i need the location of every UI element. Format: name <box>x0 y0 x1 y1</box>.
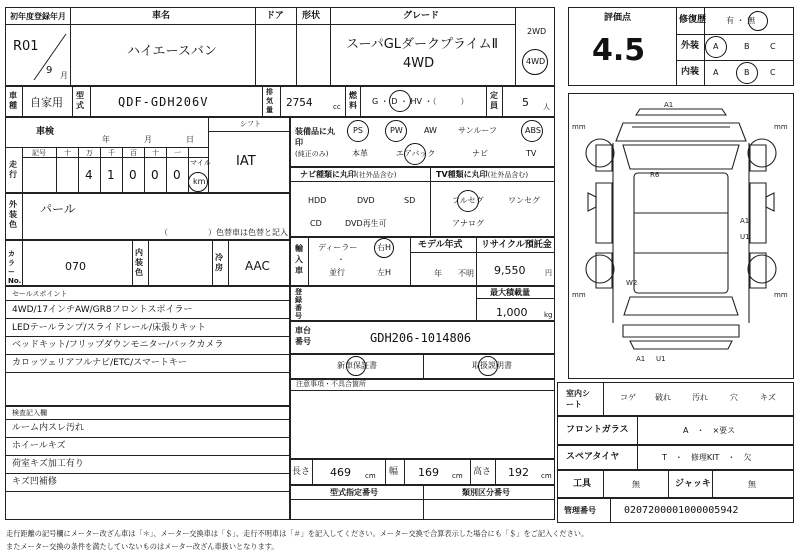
mileage-unit-1: 万 <box>86 149 93 157</box>
interior-b: B <box>744 68 750 77</box>
equip-ps-circle <box>347 120 369 142</box>
height-cm: cm <box>541 472 552 480</box>
notes-label: 注意事項・不具合箇所 <box>296 380 366 388</box>
reg-month: 9 <box>46 65 53 76</box>
inspection-day: 日 <box>186 135 194 144</box>
tv-fullseg-circle <box>457 190 479 212</box>
tv-analog: アナログ <box>452 219 484 228</box>
recycle-value: 9,550 <box>494 264 526 277</box>
interior-sheet-item: 汚れ <box>692 393 708 402</box>
tv-label: TV種類に丸印(社外品含む) <box>436 170 529 179</box>
warranty-label: 新車保証書 <box>337 361 377 370</box>
inspection-year: 年 <box>102 135 110 144</box>
import-label: 輸入車 <box>295 244 303 275</box>
fuel-options: G ・ D ・ HV ・（ ） <box>372 97 469 106</box>
diagram-label: W2 <box>626 279 638 287</box>
management-label: 管理番号 <box>564 506 596 515</box>
equip-abs: ABS <box>525 126 541 135</box>
load-kg: kg <box>544 311 553 319</box>
model-value: QDF-GDH206V <box>118 95 209 109</box>
height-label: 高さ <box>473 467 492 477</box>
equip-aw: AW <box>424 126 437 135</box>
exterior-c: C <box>770 42 776 51</box>
inspection-label: 車検 <box>36 127 55 137</box>
equip-tv: TV <box>526 149 537 158</box>
score-value: 4.5 <box>592 33 646 68</box>
color-no-label: カラーNo. <box>8 250 22 285</box>
grade-line2: 4WD <box>403 56 435 71</box>
equip-airbag-circle <box>404 143 426 165</box>
capacity-label: 定員 <box>490 91 498 110</box>
sales-point-line: ベッドキット/フリップダウンモニター/バックカメラ <box>12 340 224 350</box>
navi-dvd-play: DVD再生可 <box>345 219 387 228</box>
mileage-digit-4: 0 <box>173 168 181 182</box>
registration-label: 登録番号 <box>295 288 302 320</box>
shift-value: IAT <box>236 154 256 169</box>
interior-color-label: 内装色 <box>135 248 143 277</box>
manual-circle <box>478 356 498 376</box>
shift-label: シフト <box>240 120 261 128</box>
diagram-label: A1 <box>664 101 674 109</box>
model-year-year: 年 <box>434 269 442 278</box>
navi-hdd: HDD <box>308 196 327 205</box>
check-line: 荷室キズ加工有り <box>12 459 84 469</box>
car-name-label: 車名 <box>152 11 171 21</box>
vehicle-type-label: 車種 <box>9 91 17 110</box>
navi-dvd: DVD <box>357 196 375 205</box>
check-line: ルーム内スレ汚れ <box>12 423 85 433</box>
model-label: 型式 <box>76 91 84 110</box>
diagram-mm: mm <box>774 291 788 299</box>
chassis-label: 車台番号 <box>295 326 311 346</box>
equip-abs-circle <box>521 120 543 142</box>
diagram-mm: mm <box>774 123 788 131</box>
spare-tire-value: T ・ 修理KIT ・ 欠 <box>662 453 752 462</box>
check-line: ホイールキズ <box>12 441 66 451</box>
mileage-unit-5: 一 <box>174 149 181 157</box>
manual-label: 取扱説明書 <box>472 361 512 370</box>
exterior-a-circle <box>705 36 727 58</box>
fuel-label: 燃料 <box>349 91 357 110</box>
navi-cd: CD <box>310 219 322 228</box>
jack-value: 無 <box>748 480 756 489</box>
navi-label: ナビ種類に丸印(社外品含む) <box>300 170 397 179</box>
equipment-label: 装備品に丸印 <box>295 127 335 147</box>
drive-4wd: 4WD <box>526 57 546 66</box>
spare-tire-label: スペアタイヤ <box>566 452 620 462</box>
footer-note: またメーター交換の条件を満たしていないものはメーター改ざん車扱いとなります。 <box>6 542 279 551</box>
km-label: km <box>193 177 206 186</box>
inspection-month: 月 <box>144 135 152 144</box>
check-line: キズ凹補修 <box>12 477 57 487</box>
length-value: 469 <box>330 466 351 479</box>
width-cm: cm <box>452 472 463 480</box>
reg-year: R01 <box>13 39 39 54</box>
width-label: 幅 <box>389 467 399 477</box>
checks-label: 検査記入欄 <box>12 409 47 417</box>
model-year-label: モデル年式 <box>418 240 463 250</box>
car-name: ハイエースバン <box>127 44 217 59</box>
length-label: 長さ <box>292 467 311 477</box>
tv-fullseg: フルセグ <box>452 196 484 205</box>
km-circle <box>188 172 208 192</box>
displacement-value: 2754 <box>286 96 313 109</box>
interior-sheet-item: 穴 <box>730 393 738 402</box>
color-note: （ ）色替車は色替と記入 <box>160 228 288 237</box>
ac-label: 冷房 <box>215 253 223 272</box>
import-dot: ・ <box>337 255 345 264</box>
load-label: 最大積載量 <box>490 288 530 297</box>
drive-2wd: 2WD <box>527 27 547 36</box>
diagram-label: R6 <box>650 171 660 179</box>
chassis-value: GDH206-1014806 <box>370 331 472 345</box>
diagram-label: A1 <box>740 217 750 225</box>
warranty-circle <box>346 356 366 376</box>
exterior-b: B <box>744 42 750 51</box>
diagram-label: A1 <box>636 355 646 363</box>
tools-value: 無 <box>632 480 640 489</box>
tools-label: 工具 <box>573 479 592 489</box>
diagram-label: U1 <box>656 355 666 363</box>
repair-none-circle <box>748 11 768 31</box>
height-value: 192 <box>508 466 529 479</box>
repair-options: 有 ・ 無 <box>726 16 756 25</box>
diagram-mm: mm <box>572 291 586 299</box>
mileage-unit-2: 千 <box>108 149 115 157</box>
shape-label: 形状 <box>302 11 321 21</box>
mileage-digit-1: 1 <box>107 168 115 182</box>
equip-ps: PS <box>353 126 363 135</box>
equip-leather: 本革 <box>352 149 368 158</box>
mileage-unit-4: 十 <box>152 149 159 157</box>
interior-label: 内装 <box>681 67 700 77</box>
diagram-label: U1 <box>740 233 750 241</box>
type-model-label: 型式指定番号 <box>330 488 378 497</box>
windshield-label: フロントガラス <box>566 425 629 435</box>
jack-label: ジャッキ <box>675 479 711 489</box>
door-label: ドア <box>266 11 284 21</box>
equipment-sublabel: (純正のみ) <box>295 150 329 158</box>
import-left-h: 左H <box>377 268 392 277</box>
first-reg-label: 初年度登録年月 <box>10 12 66 21</box>
equip-pw: PW <box>390 126 403 135</box>
cc-unit: cc <box>333 103 341 111</box>
grade-line1: スーパGLダークプライムⅡ <box>346 37 499 52</box>
mileage-digit-0: 4 <box>85 168 93 182</box>
diagram-mm: mm <box>572 123 586 131</box>
recycle-yen: 円 <box>545 269 552 277</box>
right-h-circle <box>374 238 394 258</box>
mileage-unit-0: 十 <box>64 149 71 157</box>
mile-label: マイル <box>190 159 211 167</box>
management-value: 0207200001000005942 <box>624 505 739 516</box>
sales-point-line: カロッツェリアフルナビ/ETC/スマートキー <box>12 358 187 368</box>
fuel-diesel-circle <box>389 90 411 112</box>
interior-sheet-label: 室内シート <box>566 389 590 409</box>
ac-value: AAC <box>245 259 270 273</box>
repair-label: 修復歴 <box>679 15 707 25</box>
sales-point-line: LEDテールランプ/スライドレール/床張りキット <box>12 323 206 333</box>
interior-sheet-item: コゲ <box>620 393 636 402</box>
load-value: 1,000 <box>496 306 528 319</box>
mileage-label: 走行 <box>9 160 17 179</box>
interior-sheet-item: 破れ <box>655 393 671 402</box>
interior-c: C <box>770 68 776 77</box>
mileage-unit-3: 百 <box>130 149 137 157</box>
equip-navi: ナビ <box>472 149 488 158</box>
mileage-digit-3: 0 <box>151 168 159 182</box>
type-class-label: 類別区分番号 <box>462 488 510 497</box>
notes-block <box>290 379 555 459</box>
equip-sunroof: サンルーフ <box>458 126 497 135</box>
mileage-symbol-label: 記号 <box>32 149 46 157</box>
recycle-label: リサイクル預託金 <box>481 240 552 250</box>
interior-sheet-item: キズ <box>760 393 776 402</box>
import-dealer: ディーラー <box>318 243 358 252</box>
color-label: 外装色 <box>9 200 17 229</box>
interior-a: A <box>713 68 719 77</box>
equip-pw-circle <box>385 120 407 142</box>
vehicle-type-value: 自家用 <box>30 96 63 109</box>
color-value: パール <box>40 202 76 216</box>
mileage-digit-2: 0 <box>129 168 137 182</box>
color-no-value: 070 <box>65 260 86 273</box>
persons-unit: 人 <box>543 103 550 111</box>
windshield-value: A ・ ×要ス <box>683 426 736 435</box>
grade-label: グレード <box>403 11 440 21</box>
interior-b-circle <box>736 62 758 84</box>
width-value: 169 <box>418 466 439 479</box>
sales-point-line: 4WD/17インチAW/GR8フロントスポイラー <box>12 305 193 315</box>
equip-airbag: エアバック <box>396 149 436 158</box>
exterior-a: A <box>713 42 719 51</box>
displacement-label: 排気量 <box>266 88 273 114</box>
month-suffix: 月 <box>60 71 68 80</box>
import-parallel: 並行 <box>329 268 345 277</box>
vehicle-diagram <box>568 93 794 379</box>
length-cm: cm <box>365 472 376 480</box>
model-year-unknown: 不明 <box>458 269 474 278</box>
capacity-value: 5 <box>522 96 529 109</box>
navi-sd: SD <box>404 196 416 205</box>
import-right-h: 右H <box>377 243 392 252</box>
tv-oneseg: ワンセグ <box>508 196 540 205</box>
footer-note: 走行距離の記号欄にメーター改ざん車は「＊」、メーター交換車は「＄」、走行不明車は「＃」を記入してください。メーター交換で合算表示した場合にも「＄」をご記入ください。 <box>6 529 589 538</box>
sales-points-label: セールスポイント <box>12 290 68 298</box>
score-label: 評価点 <box>604 13 632 23</box>
exterior-label: 外装 <box>681 41 700 51</box>
